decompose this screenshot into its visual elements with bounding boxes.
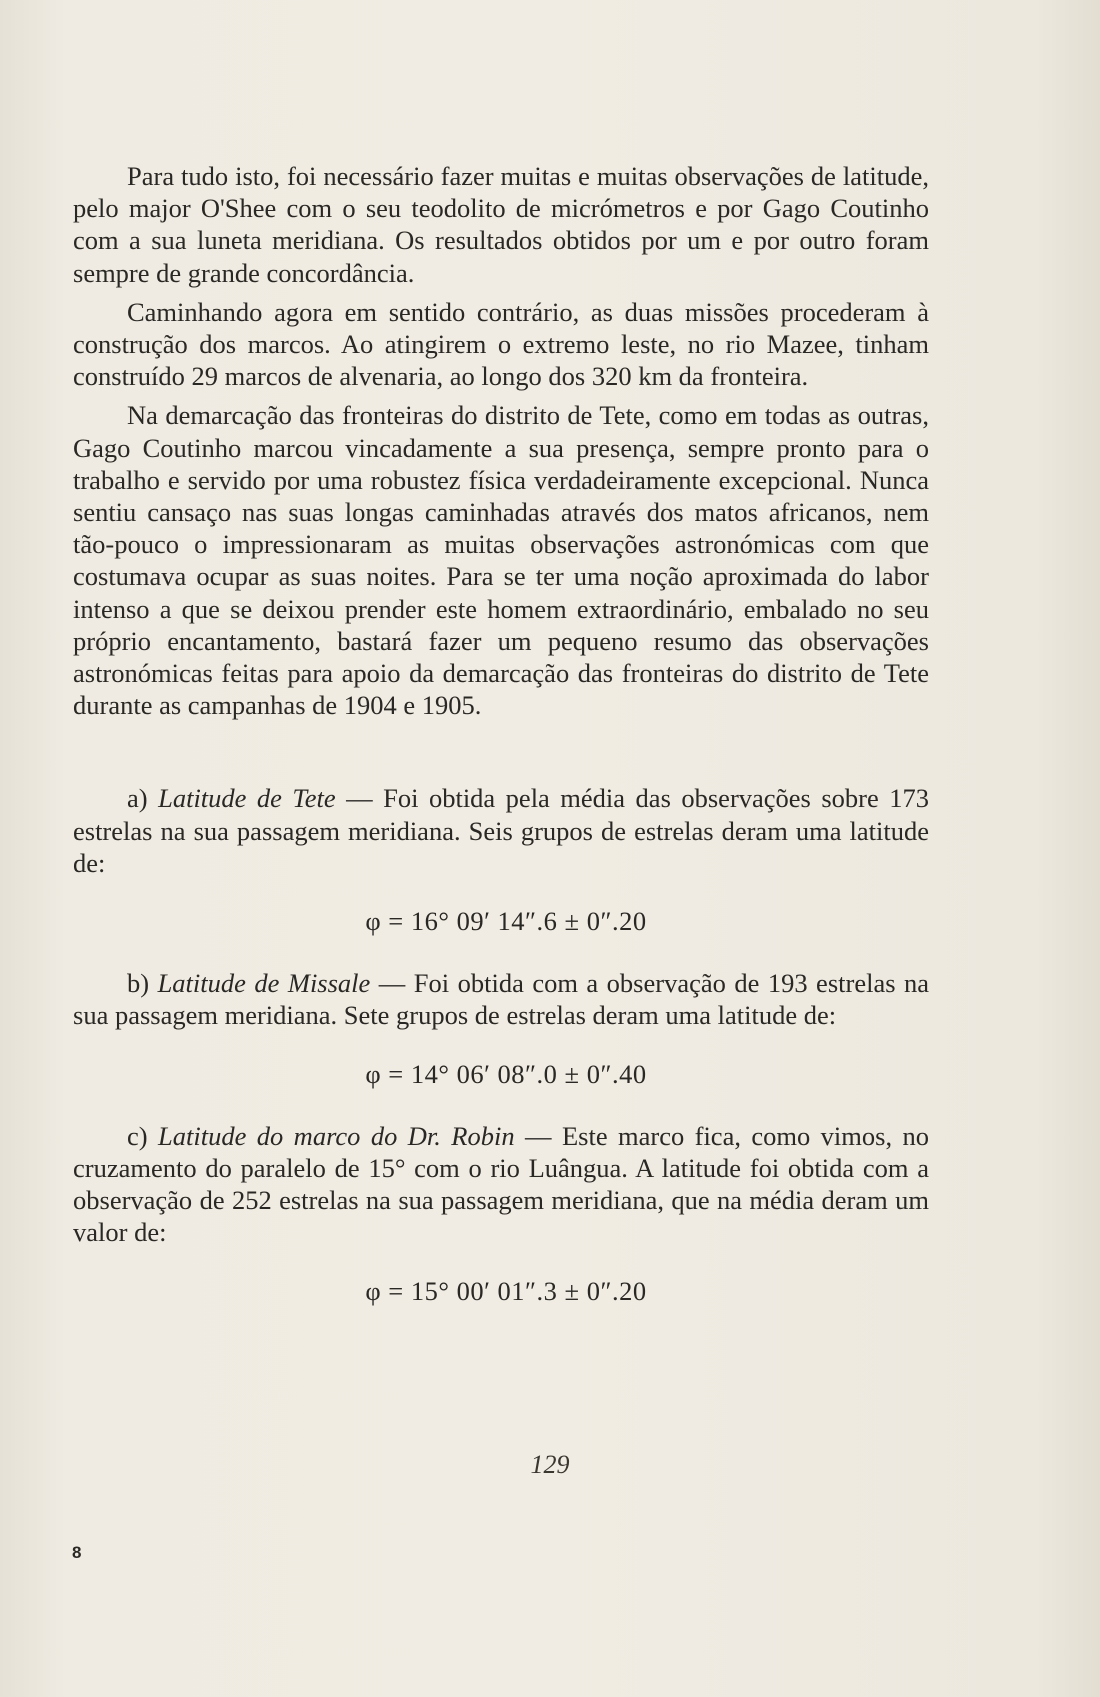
item-dash: — bbox=[370, 968, 414, 999]
item-dash: — bbox=[335, 783, 384, 814]
latitude-formula: φ = 14° 06′ 08″.0 ± 0″.40 bbox=[365, 1058, 647, 1089]
paragraph-observations: Para tudo isto, foi necessário fazer muitas e muitas observações de latitude, pelo major O'Shee com o seu teodolito de micrómetros e por Gago Coutinho com a sua luneta meridiana. Os resultados obtidos por um e por outro foram sempre de grande concordância. bbox=[73, 161, 929, 288]
item-latitude-missale bbox=[73, 967, 929, 1090]
item-label: c) bbox=[127, 1120, 148, 1151]
item-text: Este marco fica, como vimos, no cruzamento do paralelo de 15° com o rio Luângua. A latitude foi obtida com a observação de 252 estrelas na sua passagem meridiana, que na média deram um valor de: bbox=[73, 1120, 929, 1248]
section-gap bbox=[73, 728, 929, 782]
item-text: Foi obtida pela média das observações sobre 173 estrelas na sua passagem meridiana. Seis grupos de estrelas deram uma latitude de: bbox=[73, 783, 929, 878]
item-title: Latitude de Missale bbox=[157, 968, 371, 999]
item-title: Latitude de Tete bbox=[158, 783, 336, 814]
signature-mark: 8 bbox=[72, 1543, 82, 1562]
item-latitude-marco-robin bbox=[73, 1120, 929, 1307]
paragraph-marcos: Caminhando agora em sentido contrário, as duas missões procederam à construção dos marcos. Ao atingirem o extremo leste, no rio Mazee, tinham construído 29 marcos de alvenaria, ao longo dos 320 km da fronteira. bbox=[73, 296, 929, 392]
item-text: Foi obtida com a observação de 193 estrelas na sua passagem meridiana. Sete grupos de estrelas deram uma latitude de: bbox=[73, 968, 930, 1031]
latitude-formula: φ = 15° 00′ 01″.3 ± 0″.20 bbox=[365, 1275, 647, 1306]
page-number: 129 bbox=[530, 1450, 570, 1479]
item-title: Latitude do marco do Dr. Robin bbox=[158, 1120, 515, 1151]
latitude-formula: φ = 16° 09′ 14″.6 ± 0″.20 bbox=[365, 906, 647, 937]
item-label: a) bbox=[127, 783, 148, 814]
item-latitude-tete bbox=[73, 782, 929, 937]
body-text bbox=[73, 160, 929, 1337]
item-dash: — bbox=[514, 1120, 562, 1151]
paragraph-tete-demarcation: Na demarcação das fronteiras do distrito de Tete, como em todas as outras, Gago Coutinho marcou vincadamente a sua presença, sempre pronto para o trabalho e servido por uma robustez física verdadeiramente excepcional. Nunca sentiu cansaço nas suas longas caminhadas através dos matos africanos, nem tão-pouco o impressionaram as muitas observações astronómicas com que costumava ocupar as suas noites. Para se ter uma noção aproximada do labor intenso a que se deixou prender este homem extraordinário, embalado no seu próprio encantamento, bastará fazer um pequeno resumo das observações astronómicas feitas para apoio da demarcação das fronteiras do distrito de Tete durante as campanhas de 1904 e 1905. bbox=[73, 400, 929, 721]
item-label: b) bbox=[127, 968, 150, 999]
